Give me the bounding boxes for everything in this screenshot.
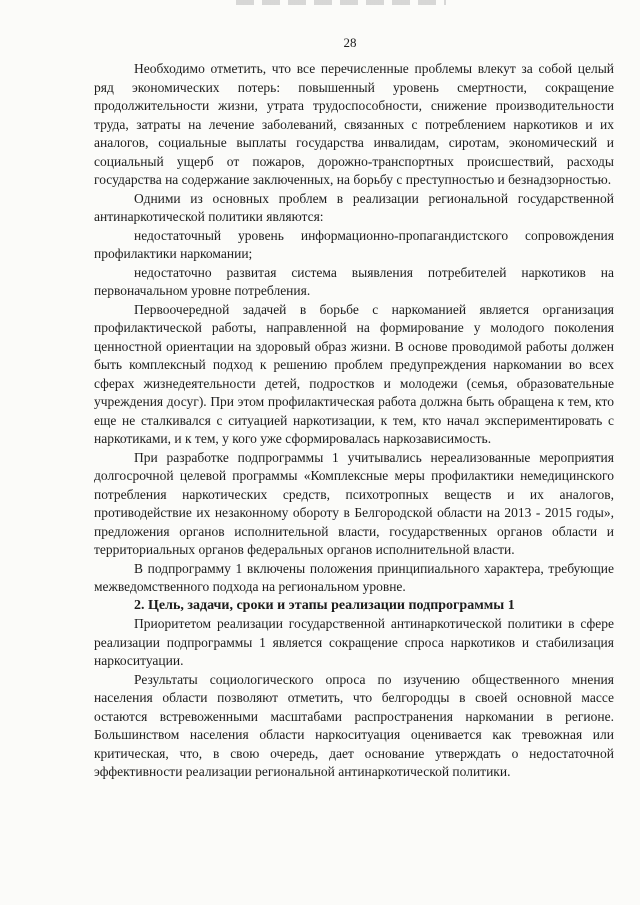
paragraph-provisions: В подпрограмму 1 включены положения принципиального характера, требующие межведомственного подхода на региональном уровне. [94, 560, 614, 594]
page-number: 28 [343, 35, 357, 50]
list-item-problem-1: недостаточный уровень информационно-пропагандистского сопровождения профилактики наркомании; [94, 227, 614, 261]
paragraph-development: При разработке подпрограммы 1 учитывались нереализованные мероприятия долгосрочной целевой программы «Комплексные меры профилактики немедицинского потребления наркотических средств, психотропных веществ и их аналогов, противодействие их незаконному обороту в Белгородской области на 2013 - 2015 годы», предложения органов исполнительной власти, государственных органов области и территориальных органов федеральных органов исполнительной власти. [94, 449, 614, 557]
list-item-problem-2: недостаточно развитая система выявления потребителей наркотиков на первоначальном уровне потребления. [94, 264, 614, 298]
paragraph-survey-results: Результаты социологического опроса по изучению общественного мнения населения области позволяют отметить, что белгородцы в своей основной массе остаются встревоженными масштабами распространения наркомании в регионе. Большинством населения области наркоситуация оценивается как тревожная или критическая, что, в свою очередь, дает основание утверждать о недостаточной эффективности реализации региональной антинаркотической политики. [94, 671, 614, 779]
paragraph-economic-losses: Необходимо отметить, что все перечисленные проблемы влекут за собой целый ряд экономических потерь: повышенный уровень смертности, сокращение продолжительности жизни, утрата трудоспособности, снижение производительности труда, затраты на лечение заболеваний, связанных с потреблением наркотиков и их аналогов, социальные выплаты государства инвалидам, сиротам, экономический и социальный ущерб от пожаров, дорожно-транспортных происшествий, расходы государства на содержание заключенных, на борьбу с преступностью и безнадзорностью. [94, 61, 614, 187]
paragraph-priority: Приоритетом реализации государственной антинаркотической политики в сфере реализации подпрограммы 1 является сокращение спроса наркотиков и стабилизация наркоситуации. [94, 616, 614, 668]
document-body [94, 60, 614, 782]
scan-artifact [236, 0, 446, 5]
paragraph-main-problems: Одними из основных проблем в реализации региональной государственной антинаркотической политики являются: [94, 190, 614, 224]
paragraph-priority-task: Первоочередной задачей в борьбе с наркоманией является организация профилактической работы, направленной на формирование у молодого поколения ценностной ориентации на здоровый образ жизни. В основе проводимой работы должен быть комплексный подход к решению проблем предупреждения наркомании во всех сферах жизнедеятельности детей, подростков и молодежи (семья, образовательные учреждения досуг). При этом профилактическая работа должна быть обращена к тем, кто еще не сталкивался с ситуацией наркотизации, к тем, кто начал экспериментировать с наркотиками, и к тем, у кого уже сформировалась наркозависимость. [94, 301, 614, 446]
section-heading: 2. Цель, задачи, сроки и этапы реализации подпрограммы 1 [134, 597, 515, 613]
